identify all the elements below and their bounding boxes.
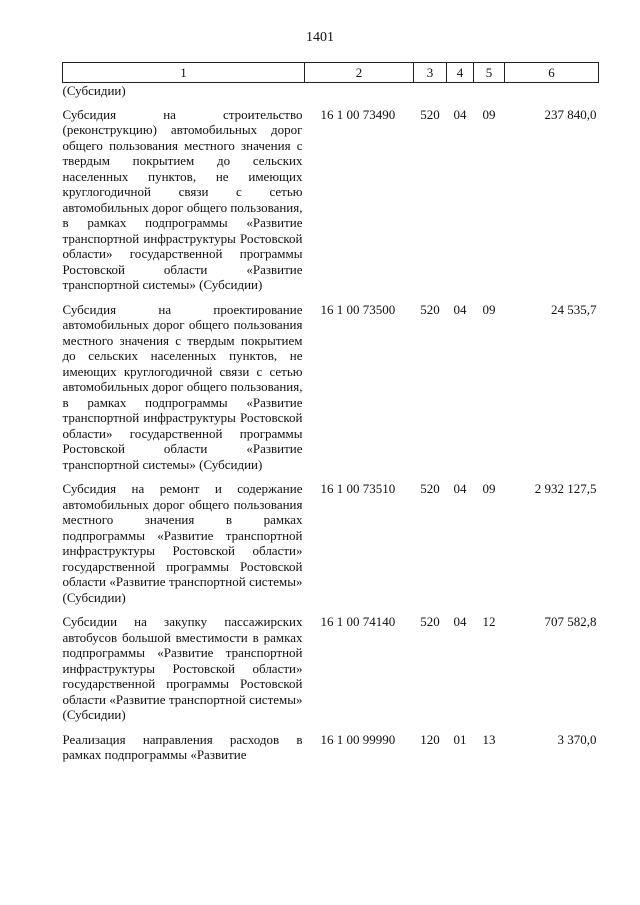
row-amount: 24 535,7 [551,301,597,317]
row-col5: 13 [482,731,496,747]
row-col3: 520 [420,106,440,122]
table-row [63,475,599,608]
continuation-text: (Субсидии) [62,83,126,98]
row-amount: 707 582,8 [544,614,597,629]
header-col-2: 2 [305,63,414,83]
budget-table [62,62,599,766]
row-col3: 120 [420,731,440,747]
row-description: Субсидии на закупку пассажирских автобусов большой вместимости в рамках подпрограммы «Развитие транспортной инфраструктуры Ростовской области» государственной программы Ростовской области «Развитие транспортной системы» (Субсидии) [62,614,303,722]
row-amount: 2 932 127,5 [534,481,597,496]
row-code: 16 1 00 73510 [320,481,396,496]
row-col4: 04 [453,301,467,317]
row-col5: 09 [482,301,496,317]
table-row [63,608,599,726]
row-amount: 237 840,0 [544,106,597,122]
row-col3: 520 [420,301,440,317]
row-col5: 12 [482,614,496,629]
row-col4: 04 [453,614,467,629]
row-col3: 520 [420,614,440,629]
row-code: 16 1 00 74140 [320,614,396,629]
table-row [63,101,599,296]
row-description: Субсидия на ремонт и содержание автомобильных дорог общего пользования местного значения в рамках подпрограммы «Развитие транспортной инфраструктуры Ростовской области» государственной программы Ростовской области «Развитие транспортной системы» (Субсидии) [62,481,303,605]
row-col4: 04 [453,106,467,122]
row-col5: 09 [482,106,496,122]
row-col4: 04 [453,481,467,496]
budget-table-container [62,62,598,766]
table-row [63,296,599,476]
page-number: 1401 [306,30,334,45]
row-description: Реализация направления расходов в рамках подпрограммы «Развитие [62,731,303,762]
header-col-4: 4 [447,63,474,83]
row-code: 16 1 00 73500 [320,301,396,317]
row-col3: 520 [420,481,440,496]
row-col5: 09 [482,481,496,496]
row-col4: 01 [453,731,467,747]
table-row [63,726,599,766]
row-code: 16 1 00 99990 [320,731,396,747]
table-row-continuation [63,83,599,101]
row-code: 16 1 00 73490 [320,106,396,122]
header-col-3: 3 [414,63,447,83]
header-col-6: 6 [505,63,599,83]
row-description: Субсидия на проектирование автомобильных дорог общего пользования местного значения с твердым покрытием до сельских населенных пунктов, не имеющих круглогодичной связи с сетью автомобильных дорог общего пользования, в рамках подпрограммы «Развитие транспортной инфраструктуры Ростовской области» государственной программы Ростовской области «Развитие транспортной системы» (Субсидии) [62,301,303,472]
row-amount: 3 370,0 [557,731,597,747]
header-col-1: 1 [63,63,305,83]
table-header-row [63,63,599,83]
header-col-5: 5 [474,63,505,83]
row-description: Субсидия на строительство (реконструкцию) автомобильных дорог общего пользования местного значения с твердым покрытием до сельских населенных пунктов, не имеющих круглогодичной связи с сетью автомобильных дорог общего пользования, в рамках подпрограммы «Развитие транспортной инфраструктуры Ростовской области» государственной программы Ростовской области «Развитие транспортной системы» (Субсидии) [62,106,303,292]
